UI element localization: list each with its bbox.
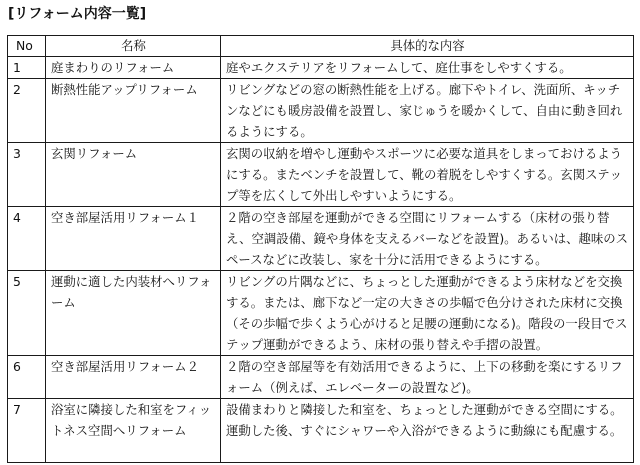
reform-name: 空き部屋活用リフォーム１ [46,207,221,271]
reform-description: ２階の空き部屋を運動ができる空間にリフォームする（床材の張り替え、空調設備、鏡や身体を支えるバーなどを設置)。あるいは、趣味のスペースなどに改装し、家を十分に活用できるようにする。 [221,207,634,271]
row-number: 5 [8,271,46,356]
reform-description: ２階の空き部屋等を有効活用できるように、上下の移動を楽にするリフォーム（例えば、エレベーターの設置など)。 [221,356,634,399]
table-row [8,356,634,399]
reform-name: 空き部屋活用リフォーム２ [46,356,221,399]
column-header-no: No [8,36,46,57]
reform-description: リビングなどの窓の断熱性能を上げる。廊下やトイレ、洗面所、キッチンなどにも暖房設備を設置し、家じゅうを暖かくして、自由に動き回れるようにする。 [221,79,634,143]
column-header-description: 具体的な内容 [221,36,634,57]
table-row [8,399,634,463]
reform-description: 設備まわりと隣接した和室を、ちょっとした運動ができる空間にする。運動した後、すぐにシャワーや入浴ができるように動線にも配慮する。 [221,399,634,463]
table-row [8,271,634,356]
reform-name: 断熱性能アップリフォーム [46,79,221,143]
reform-description: 玄関の収納を増やし運動やスポーツに必要な道具をしまっておけるようにする。またベンチを設置して、靴の着脱をしやすくする。玄関ステップ等を広くして外出しやすいようにする。 [221,143,634,207]
reform-name: 庭まわりのリフォーム [46,57,221,79]
row-number: 2 [8,79,46,143]
reform-description: 庭やエクステリアをリフォームして、庭仕事をしやすくする。 [221,57,634,79]
table-header-row [8,36,634,57]
table-row [8,143,634,207]
row-number: 4 [8,207,46,271]
table-row [8,57,634,79]
row-number: 7 [8,399,46,463]
row-number: 6 [8,356,46,399]
table-row [8,207,634,271]
row-number: 3 [8,143,46,207]
reform-description: リビングの片隅などに、ちょっとした運動ができるよう床材などを交換する。または、廊下など一定の大きさの歩幅で色分けされた床材に交換（その歩幅で歩くよう心がけると足腰の運動になる)。階段の一段目でステップ運動ができるよう、床材の張り替えや手摺の設置。 [221,271,634,356]
reform-name: 浴室に隣接した和室をフィットネス空間へリフォーム [46,399,221,463]
reform-table [7,35,634,463]
column-header-name: 名称 [46,36,221,57]
row-number: 1 [8,57,46,79]
table-row [8,79,634,143]
reform-name: 運動に適した内装材へリフォーム [46,271,221,356]
page-title: [リフォーム内容一覧] [8,6,147,22]
reform-name: 玄関リフォーム [46,143,221,207]
